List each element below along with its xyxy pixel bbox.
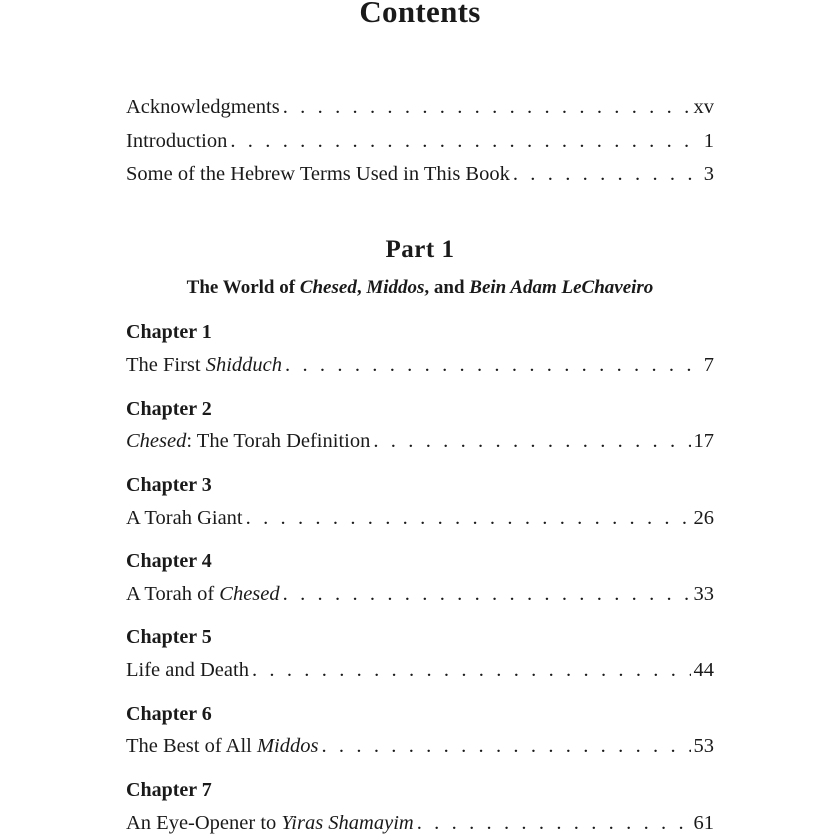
title-segment: A Torah of — [126, 583, 220, 605]
title-segment: An Eye-Opener to — [126, 812, 282, 834]
chapter-label: Chapter 3 — [126, 474, 212, 496]
chapter-page-number: 26 — [693, 507, 714, 529]
chapter-title — [126, 733, 318, 759]
chapter-page-number: 7 — [703, 354, 714, 376]
chapter-label: Chapter 2 — [126, 398, 212, 420]
chapter-title — [126, 352, 282, 378]
part-heading: Part 1 — [385, 236, 455, 263]
chapter-label: Chapter 6 — [126, 703, 212, 725]
chapter-label: Chapter 7 — [126, 779, 212, 801]
part-subtitle — [0, 277, 840, 299]
title-segment: A Torah Giant — [126, 507, 243, 529]
subtitle-segment: Chesed — [299, 277, 357, 298]
subtitle-segment: , and — [424, 277, 470, 298]
chapter-entry[interactable] — [126, 505, 714, 531]
title-segment: The First — [126, 354, 206, 376]
chapter-entry[interactable] — [126, 581, 714, 607]
dot-leader — [246, 505, 691, 531]
entry-title: Introduction — [126, 130, 228, 152]
subtitle-segment: Bein Adam LeChaveiro — [469, 277, 654, 298]
title-segment: Middos — [256, 735, 319, 757]
chapter-entry[interactable] — [126, 657, 714, 683]
title-segment: The Best of All — [126, 735, 257, 757]
dot-leader — [283, 581, 691, 607]
dot-leader — [283, 94, 691, 120]
title-segment: Yiras Shamayim — [281, 812, 414, 834]
dot-leader — [252, 657, 691, 683]
title-segment: Chesed — [219, 583, 280, 605]
chapter-entry[interactable] — [126, 428, 714, 454]
chapter-label: Chapter 5 — [126, 626, 212, 648]
title-segment: Shidduch — [205, 354, 283, 376]
chapter-page-number: 53 — [693, 735, 714, 757]
chapter-title — [126, 581, 280, 607]
chapter-title — [126, 657, 249, 683]
dot-leader — [417, 810, 691, 836]
dot-leader — [373, 428, 690, 454]
chapter-label: Chapter 1 — [126, 321, 212, 343]
entry-page-number: xv — [693, 96, 714, 118]
dot-leader — [513, 161, 701, 187]
title-segment: Chesed — [126, 430, 187, 452]
chapter-title — [126, 810, 414, 836]
subtitle-segment: , — [356, 277, 367, 298]
title-segment: Life and Death — [126, 659, 249, 681]
subtitle-segment: The World of — [186, 277, 300, 298]
chapter-page-number: 33 — [693, 583, 714, 605]
entry-title: Acknowledgments — [126, 96, 280, 118]
page-title: Contents — [359, 0, 481, 29]
chapter-entry[interactable] — [126, 733, 714, 759]
chapter-title — [126, 428, 370, 454]
chapter-page-number: 17 — [693, 430, 714, 452]
subtitle-segment: Middos — [366, 277, 425, 298]
chapter-page-number: 44 — [693, 659, 714, 681]
dot-leader — [321, 733, 690, 759]
chapter-entry[interactable] — [126, 810, 714, 836]
dot-leader — [285, 352, 701, 378]
chapter-title — [126, 505, 243, 531]
front-matter-entry[interactable] — [126, 161, 714, 187]
entry-page-number: 3 — [703, 163, 714, 185]
entry-title: Some of the Hebrew Terms Used in This Book — [126, 163, 510, 185]
entry-page-number: 1 — [703, 130, 714, 152]
chapter-label: Chapter 4 — [126, 550, 212, 572]
title-segment: : The Torah Definition — [186, 430, 371, 452]
chapter-entry[interactable] — [126, 352, 714, 378]
chapter-page-number: 61 — [693, 812, 714, 834]
dot-leader — [230, 128, 700, 154]
front-matter-entry[interactable] — [126, 94, 714, 120]
front-matter-entry[interactable] — [126, 128, 714, 154]
